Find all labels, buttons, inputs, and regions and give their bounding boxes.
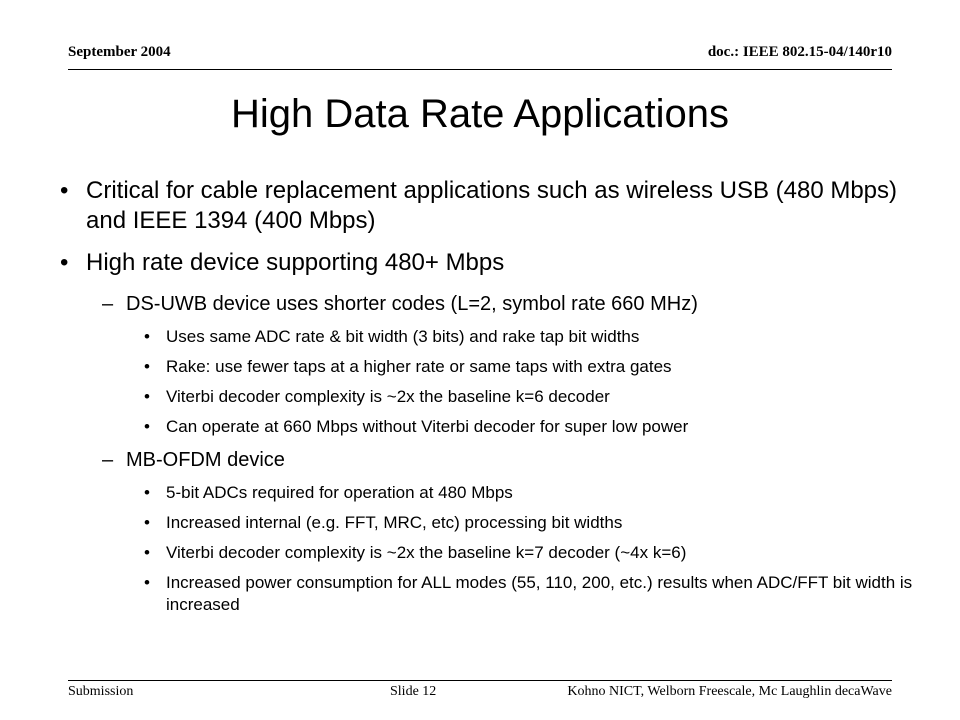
detail-text: Increased internal (e.g. FFT, MRC, etc) processing bit widths	[166, 513, 623, 532]
slide-title: High Data Rate Applications	[230, 92, 730, 136]
slide-body	[60, 176, 920, 624]
header-date: September 2004	[68, 44, 171, 60]
bullet-dot-icon: •	[144, 357, 150, 376]
dash-icon: –	[102, 449, 114, 471]
detail-text: Viterbi decoder complexity is ~2x the baseline k=6 decoder	[166, 387, 610, 406]
detail-item	[60, 416, 920, 438]
bullet-dot-icon: •	[60, 177, 69, 204]
bullet-dot-icon: •	[144, 573, 150, 592]
detail-text: Can operate at 660 Mbps without Viterbi decoder for super low power	[166, 417, 689, 436]
bullet-text: High rate device supporting 480+ Mbps	[86, 249, 505, 276]
bullet-dot-icon: •	[144, 543, 150, 562]
bullet-dot-icon: •	[144, 513, 150, 532]
sub-bullet-text: DS-UWB device uses shorter codes (L=2, symbol rate 660 MHz)	[126, 293, 698, 315]
dash-icon: –	[102, 293, 114, 315]
footer-authors: Kohno NICT, Welborn Freescale, Mc Laughlin decaWave	[567, 684, 892, 699]
detail-text: Viterbi decoder complexity is ~2x the baseline k=7 decoder (~4x k=6)	[166, 543, 687, 562]
detail-text: Increased power consumption for ALL modes (55, 110, 200, etc.) results when ADC/FFT bit width is increased	[166, 573, 913, 614]
bullet-dot-icon: •	[144, 417, 150, 436]
detail-item	[60, 356, 920, 378]
footer-slide-number: Slide 12	[390, 684, 437, 699]
header-doc-id: doc.: IEEE 802.15-04/140r10	[707, 44, 892, 60]
sub-bullet-mb-ofdm	[60, 446, 920, 474]
detail-item	[60, 572, 920, 616]
detail-item	[60, 512, 920, 534]
footer-divider	[68, 680, 892, 681]
detail-text: Rake: use fewer taps at a higher rate or same taps with extra gates	[166, 357, 672, 376]
bullet-text: Critical for cable replacement applications such as wireless USB (480 Mbps) and IEEE 1394 (400 Mbps)	[86, 177, 898, 234]
detail-item	[60, 482, 920, 504]
bullet-dot-icon: •	[144, 483, 150, 502]
detail-item	[60, 542, 920, 564]
footer-submission: Submission	[68, 684, 134, 699]
detail-text: Uses same ADC rate & bit width (3 bits) and rake tap bit widths	[166, 327, 640, 346]
bullet-dot-icon: •	[144, 387, 150, 406]
bullet-dot-icon: •	[60, 249, 69, 276]
sub-bullet-text: MB-OFDM device	[126, 449, 285, 471]
bullet-cable-replacement	[60, 176, 920, 236]
detail-item	[60, 386, 920, 408]
bullet-high-rate-device	[60, 248, 920, 278]
header-divider	[68, 69, 892, 70]
bullet-dot-icon: •	[144, 327, 150, 346]
sub-bullet-ds-uwb	[60, 290, 920, 318]
detail-item	[60, 326, 920, 348]
detail-text: 5-bit ADCs required for operation at 480 Mbps	[166, 483, 513, 502]
